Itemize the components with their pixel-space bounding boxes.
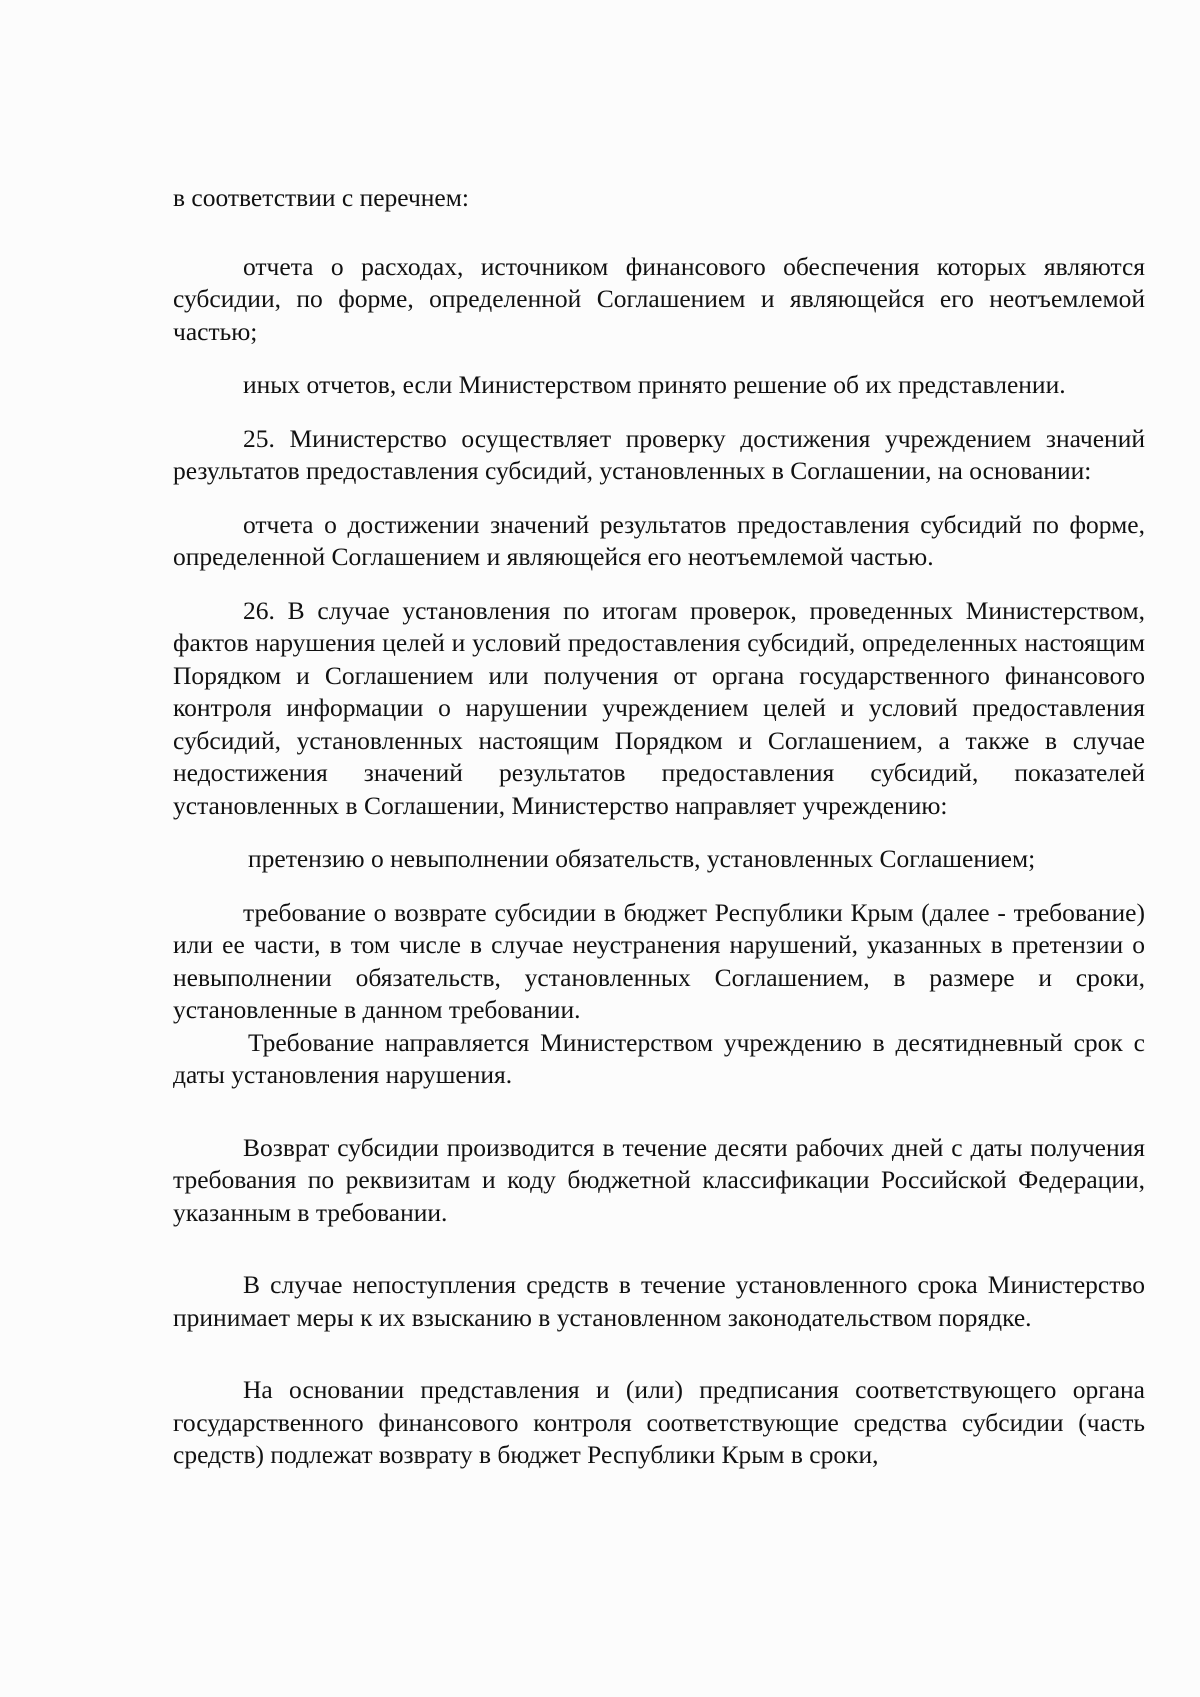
paragraph-claim: претензию о невыполнении обязательств, установленных Соглашением; xyxy=(248,844,1036,873)
paragraph-refund-requirement: требование о возврате субсидии в бюджет Республики Крым (далее - требование) или ее части, в том числе в случае неустранения нарушений, указанных в претензии о невыполнении обязательств, установленных Соглашением, в размере и сроки, установленные в данном требовании. xyxy=(173,897,1145,1024)
paragraph-control-body: На основании представления и (или) предписания соответствующего органа государственного финансового контроля соответствующие средства субсидии (часть средств) подлежат возврату в бюджет Республики Крым в сроки, xyxy=(173,1375,1145,1469)
paragraph-requirement-term: Требование направляется Министерством учреждению в десятидневный срок с даты установления нарушения. xyxy=(173,1027,1145,1089)
paragraph-expense-report: отчета о расходах, источником финансового обеспечения которых являются субсидии, по форме, определенной Соглашением и являющейся его неотъемлемой частью; xyxy=(173,251,1145,346)
paragraph-other-reports: иных отчетов, если Министерством принято решение об их представлении. xyxy=(243,370,1066,399)
document-body xyxy=(173,182,1145,1493)
paragraph-intro: в соответствии с перечнем: xyxy=(173,183,469,212)
paragraph-clause-25: 25. Министерство осуществляет проверку достижения учреждением значений результатов предоставления субсидий, установленных в Соглашении, на основании: xyxy=(173,423,1145,485)
paragraph-clause-26: 26. В случае установления по итогам проверок, проведенных Министерством, фактов нарушения целей и условий предоставления субсидий, определенных настоящим Порядком и Соглашением или получения от органа государственного финансового контроля информации о нарушении учреждением целей и условий предоставления субсидий, установленных настоящим Порядком и Соглашением, а также в случае недостижения значений результатов предоставления субсидий, показателей установленных в Соглашении, Министерство направляет учреждению: xyxy=(173,595,1145,820)
paragraph-results-report: отчета о достижении значений результатов предоставления субсидий по форме, определенной Соглашением и являющейся его неотъемлемой частью. xyxy=(173,509,1145,571)
paragraph-refund-procedure: Возврат субсидии производится в течение десяти рабочих дней с даты получения требования по реквизитам и коду бюджетной классификации Российской Федерации, указанным в требовании. xyxy=(173,1132,1145,1227)
paragraph-enforcement: В случае непоступления средств в течение установленного срока Министерство принимает меры к их взысканию в установленном законодательством порядке. xyxy=(173,1270,1145,1332)
